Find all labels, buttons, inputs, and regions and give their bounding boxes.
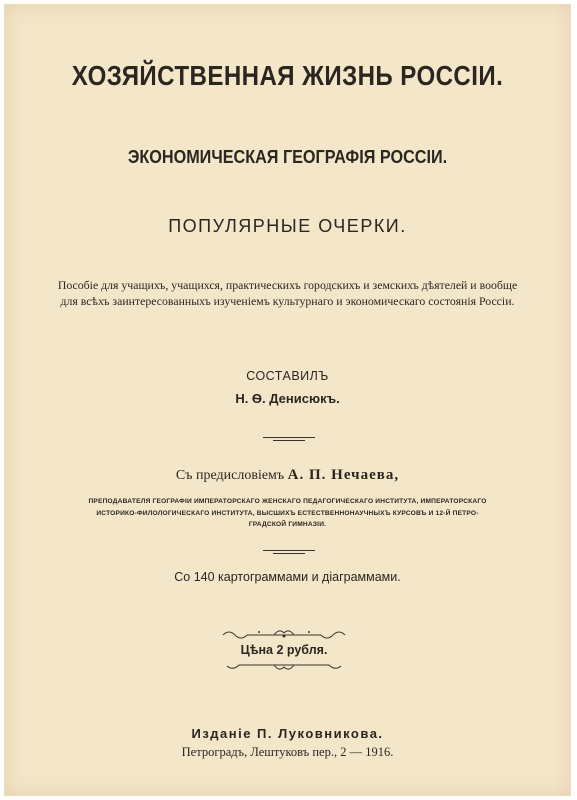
title-page (4, 4, 571, 796)
description-line: для всѣхъ заинтересованныхъ изученiемъ культурнаго и экономическаго состоянiя Россiи. (60, 294, 515, 308)
description-line: Пособiе для учащихъ, учащихся, практическихъ городскихъ и земскихъ дѣятелей и вообще (57, 278, 518, 292)
publisher: Изданiе П. Луковникова. (191, 726, 384, 741)
author-name: Н. Ѳ. Денисюкъ. (235, 391, 340, 406)
book-subtitle: ЭКОНОМИЧЕСКАЯ ГЕОГРАФIЯ РОССIИ. (127, 147, 448, 167)
credentials-line: ПРЕПОДАВАТЕЛЯ ГЕОГРАФIИ ИМПЕРАТОРСКАГО ЖЕНСКАГО ПЕДАГОГИЧЕСКАГО ИНСТИТУТА, ИМПЕРАТОРСКАГО (88, 498, 487, 505)
ornament-top-icon (219, 627, 349, 639)
imprint: Петроградъ, Лештуковъ пер., 2 — 1916. (181, 745, 394, 759)
price-box (219, 627, 349, 673)
preface-line (4, 467, 571, 484)
credentials-line: ИСТОРИКО-ФИЛОЛОГИЧЕСКАГО ИНСТИТУТА, ВЫСШИХЪ ЕСТЕСТВЕННОНАУЧНЫХЪ КУРСОВЪ И 12-Й ПЕТРО- (96, 509, 479, 517)
price-label: Цѣна 2 рубля. (240, 643, 328, 657)
divider-rule (263, 437, 315, 438)
series-title: ПОПУЛЯРНЫЕ ОЧЕРКИ. (168, 216, 407, 236)
ornament-bottom-icon (219, 661, 349, 673)
credentials-line: ГРАДСКОЙ ГИМНАЗIИ. (248, 521, 327, 528)
preface-author-credentials (4, 496, 571, 531)
maps-note: Со 140 картограммами и дiаграммами. (174, 570, 401, 584)
compiled-by-label: СОСТАВИЛЪ (246, 369, 329, 383)
description (4, 277, 571, 309)
divider-rule (263, 550, 315, 551)
preface-prefix: Съ предисловiемъ (175, 468, 285, 483)
preface-author: А. П. Нечаева, (287, 467, 400, 483)
book-title: ХОЗЯЙСТВЕННАЯ ЖИЗНЬ РОССIИ. (71, 60, 504, 91)
